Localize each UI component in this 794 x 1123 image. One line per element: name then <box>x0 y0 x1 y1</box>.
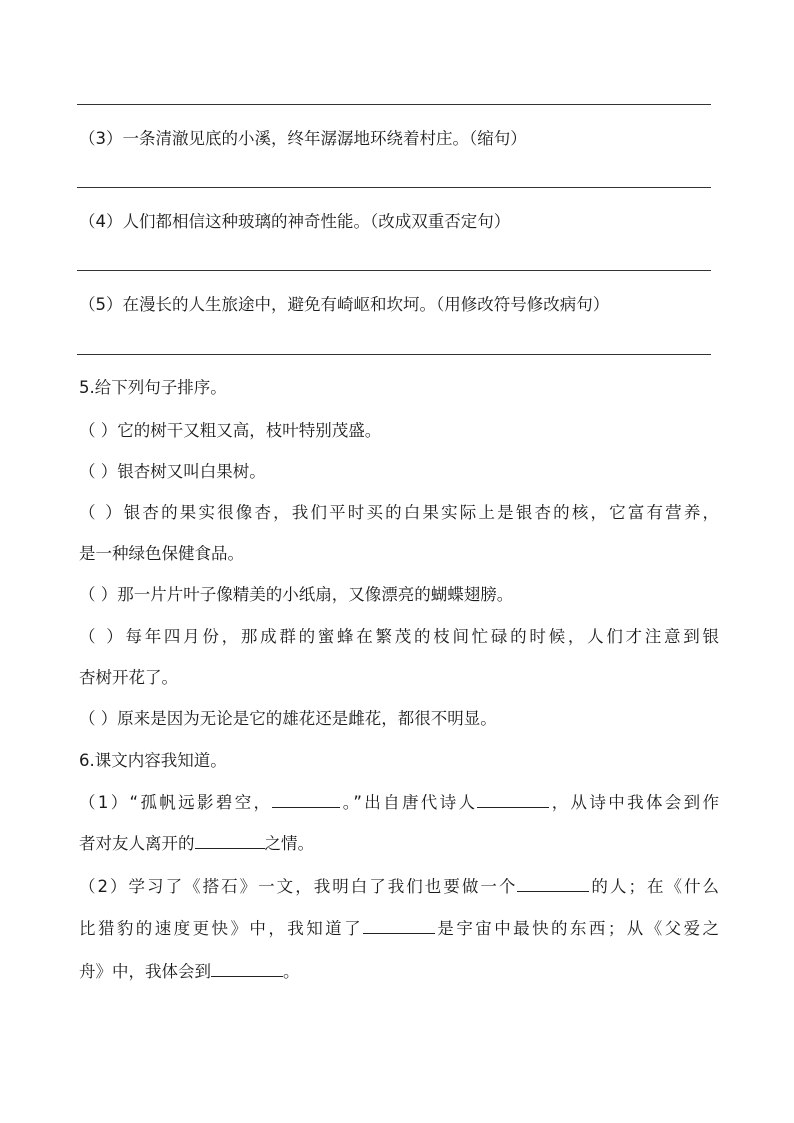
section-title-6: 6.课文内容我知道。 <box>79 751 227 770</box>
order-sentence-3a: 银杏的果实很像杏，我们平时买的白果实际上是银杏的核，它富有营养， <box>123 503 720 522</box>
order-paren-6[interactable]: （ ） <box>79 709 118 728</box>
answer-line-1[interactable] <box>77 104 711 105</box>
order-sentence-4: 那一片片叶子像精美的小纸扇，又像漂亮的蝴蝶翅膀。 <box>117 585 514 604</box>
order-sentence-1: 它的树干又粗又高，枝叶特别茂盛。 <box>117 421 382 440</box>
content-text: 舟》中，我体会到 <box>79 962 211 981</box>
order-item-4 <box>79 584 719 606</box>
answer-line-3[interactable] <box>77 187 711 188</box>
question-item-3: （3）一条清澈见底的小溪，终年潺潺地环绕着村庄。（缩句） <box>79 129 527 148</box>
content-text: 。”出自唐代诗人 <box>340 793 478 812</box>
answer-line-5[interactable] <box>77 354 711 355</box>
order-paren-4[interactable]: （ ） <box>79 585 118 604</box>
order-sentence-5a: 每年四月份，那成群的蜜蜂在繁茂的枝间忙碌的时候，人们才注意到银 <box>125 627 719 646</box>
content-item-1-line-2 <box>79 832 719 855</box>
order-paren-3[interactable]: （ ） <box>79 503 124 522</box>
fill-blank-feeling[interactable] <box>195 832 265 849</box>
order-item-2 <box>79 461 719 483</box>
order-item-1 <box>79 420 719 442</box>
content-text: 者对友人离开的 <box>79 834 195 853</box>
content-text: 比猎豹的速度更快》中，我知道了 <box>79 919 363 938</box>
content-text: （1）“孤帆远影碧空， <box>79 793 273 812</box>
content-item-2-line-3 <box>79 960 719 983</box>
content-item-1-line-1 <box>79 791 719 814</box>
order-sentence-2: 银杏树又叫白果树。 <box>117 462 266 481</box>
order-sentence-5b: 杏树开花了。 <box>79 668 178 687</box>
content-text: 是宇宙中最快的东西；从《父爱之 <box>435 919 720 938</box>
content-text: 之情。 <box>264 834 314 853</box>
content-text: （2）学习了《搭石》一文，我明白了我们也要做一个 <box>79 877 518 896</box>
order-paren-1[interactable]: （ ） <box>79 421 118 440</box>
content-text: 的人；在《什么 <box>589 877 720 896</box>
question-item-4: （4）人们都相信这种玻璃的神奇性能。（改成双重否定句） <box>79 212 511 231</box>
order-item-3 <box>79 502 719 524</box>
order-item-5 <box>79 626 719 648</box>
content-item-2-line-1 <box>79 875 719 898</box>
question-item-5: （5）在漫长的人生旅途中，避免有崎岖和坎坷。（用修改符号修改病句） <box>79 295 610 314</box>
fill-blank-fastest-thing[interactable] <box>363 917 435 934</box>
order-sentence-6: 原来是因为无论是它的雄花还是雌花，都很不明显。 <box>117 709 497 728</box>
fill-blank-fathers-love[interactable] <box>211 960 283 977</box>
content-text: 。 <box>283 962 300 981</box>
answer-line-4[interactable] <box>77 270 711 271</box>
content-item-2-line-2 <box>79 917 719 940</box>
section-title-5: 5.给下列句子排序。 <box>79 378 227 397</box>
fill-blank-kind-of-person[interactable] <box>517 875 589 892</box>
order-sentence-3b: 是一种绿色保健食品。 <box>79 544 244 563</box>
order-item-6 <box>79 708 719 730</box>
fill-blank-poem-line[interactable] <box>272 791 340 808</box>
order-paren-5[interactable]: （ ） <box>79 627 126 646</box>
fill-blank-poet[interactable] <box>477 791 549 808</box>
order-paren-2[interactable]: （ ） <box>79 462 118 481</box>
content-text: ，从诗中我体会到作 <box>549 793 720 812</box>
